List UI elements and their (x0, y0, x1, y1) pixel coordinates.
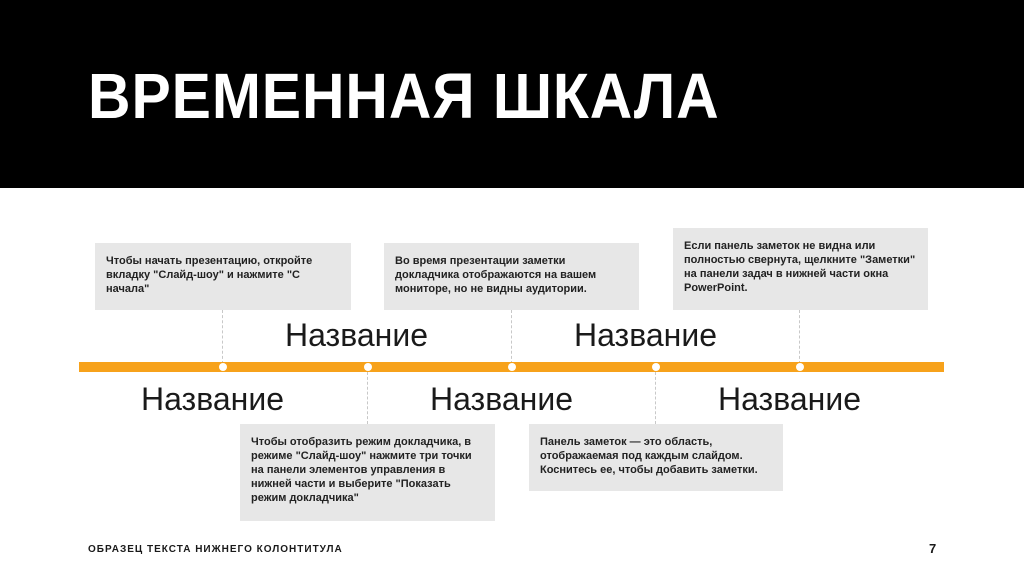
milestone-label-below[interactable]: Название (430, 381, 573, 417)
note-above-3[interactable]: Если панель заметок не видна или полностью свернута, щелкните "Заметки" на панели задач в нижней части окна PowerPoint. (673, 228, 928, 310)
timeline-dot (508, 363, 516, 371)
timeline-dot (796, 363, 804, 371)
connector-line (511, 310, 512, 364)
timeline-dot (364, 363, 372, 371)
connector-line (799, 310, 800, 364)
slide-title: ВРЕМЕННАЯ ШКАЛА (88, 60, 720, 132)
note-below-1[interactable]: Чтобы отобразить режим докладчика, в режиме "Слайд-шоу" нажмите три точки на панели элементов управления в нижней части и выберите "Показать режим докладчика" (240, 424, 495, 521)
note-above-1[interactable]: Чтобы начать презентацию, откройте вкладку "Слайд-шоу" и нажмите "С начала" (95, 243, 351, 310)
milestone-label-above[interactable]: Название (285, 317, 428, 353)
milestone-label-below[interactable]: Название (718, 381, 861, 417)
timeline-dot (219, 363, 227, 371)
milestone-label-above[interactable]: Название (574, 317, 717, 353)
connector-line (367, 372, 368, 424)
connector-line (655, 372, 656, 424)
timeline-dot (652, 363, 660, 371)
note-below-2[interactable]: Панель заметок — это область, отображаемая под каждым слайдом. Коснитесь ее, чтобы добавить заметки. (529, 424, 783, 491)
page-number: 7 (929, 541, 937, 556)
connector-line (222, 310, 223, 364)
milestone-label-below[interactable]: Название (141, 381, 284, 417)
note-above-2[interactable]: Во время презентации заметки докладчика отображаются на вашем мониторе, но не видны аудитории. (384, 243, 639, 310)
footer-text: ОБРАЗЕЦ ТЕКСТА НИЖНЕГО КОЛОНТИТУЛА (88, 544, 343, 555)
